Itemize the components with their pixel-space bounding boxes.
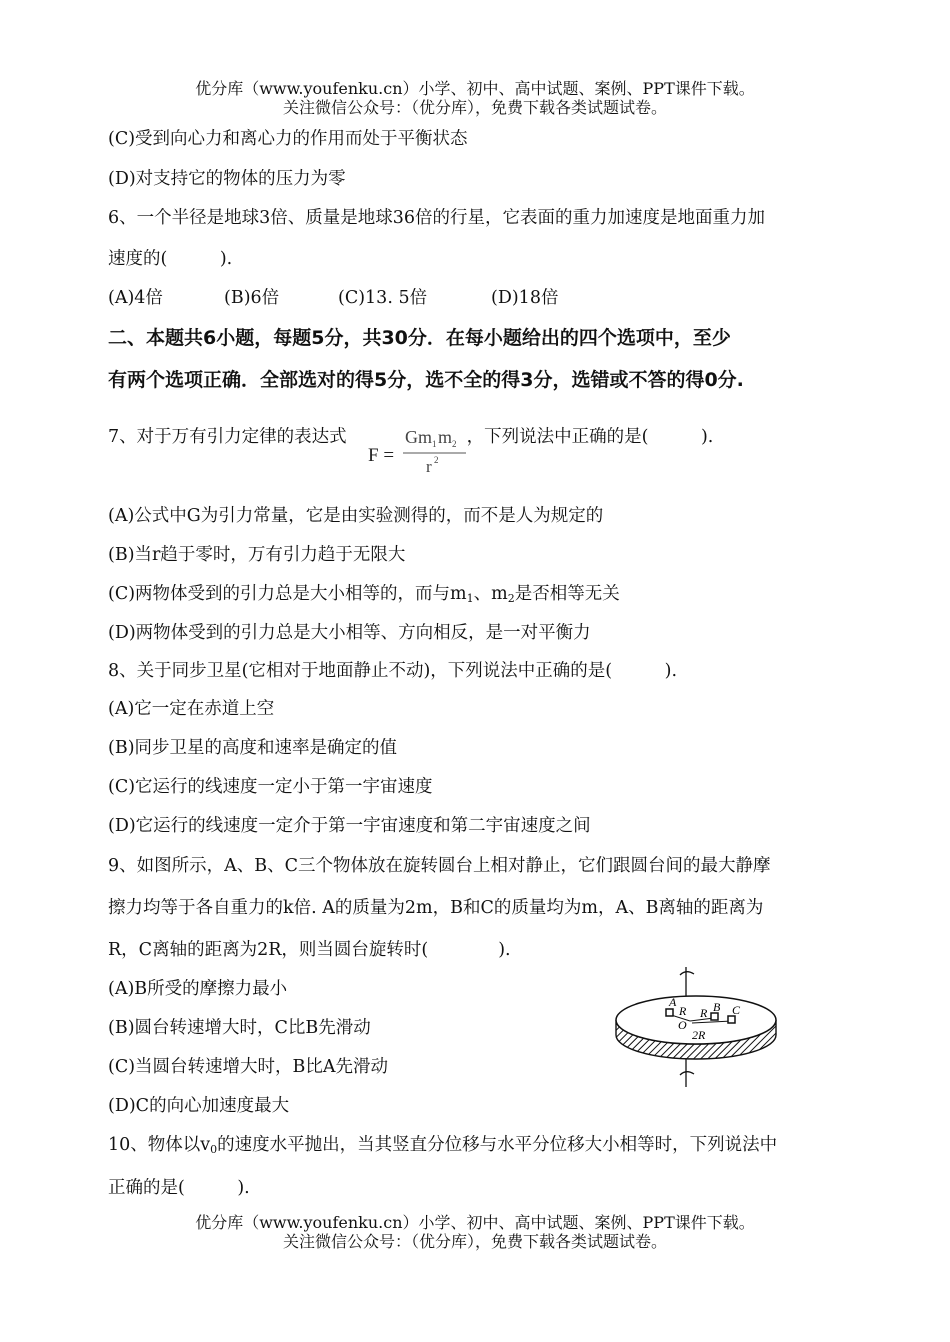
formula-den-r: r [426, 457, 432, 476]
q7-option-c-post: 是否相等无关 [514, 584, 620, 604]
q7-option-c-sub2: 2 [507, 592, 515, 605]
q9-option-a: (A)B所受的摩擦力最小 [108, 979, 288, 999]
q8-option-a: (A)它一定在赤道上空 [108, 699, 275, 719]
formula-num-m: m [438, 427, 453, 447]
label-r-b: R [700, 1006, 708, 1020]
q7-option-c-sub1: 1 [466, 592, 474, 605]
gravitation-formula [368, 423, 478, 479]
section-2-heading-1: 二、本题共6小题，每题5分，共30分．在每小题给出的四个选项中，至少 [108, 327, 731, 349]
q10-stem-1 [108, 1134, 777, 1161]
q8-stem: 8、关于同步卫星(它相对于地面静止不动)，下列说法中正确的是( ). [108, 661, 678, 681]
q6-option-b: (B)6倍 [224, 288, 280, 308]
q5-option-d: (D)对支持它的物体的压力为零 [108, 169, 346, 189]
q8-option-c: (C)它运行的线速度一定小于第一宇宙速度 [108, 777, 433, 797]
rotation-arrow-top [680, 972, 694, 975]
q9-stem-1: 9、如图所示，A、B、C三个物体放在旋转圆台上相对静止，它们跟圆台间的最大静摩 [108, 856, 771, 876]
q7-stem-pre: 7、对于万有引力定律的表达式 [108, 427, 347, 447]
footer-line-2: 关注微信公众号：（优分库），免费下载各类试题试卷。 [282, 1232, 667, 1251]
formula-num-sub1: 1 [432, 439, 437, 449]
q8-option-d: (D)它运行的线速度一定介于第一宇宙速度和第二宇宙速度之间 [108, 816, 591, 836]
formula-num-gm: Gm [405, 427, 432, 447]
q8-option-b: (B)同步卫星的高度和速率是确定的值 [108, 738, 398, 758]
q9-option-d: (D)C的向心加速度最大 [108, 1096, 290, 1116]
label-2r: 2R [692, 1028, 706, 1042]
q9-stem-2: 擦力均等于各自重力的k倍. A的质量为2m，B和C的质量均为m，A、B离轴的距离为 [108, 898, 764, 918]
label-o: O [678, 1018, 687, 1032]
q6-option-d: (D)18倍 [491, 288, 559, 308]
q5-option-c: (C)受到向心力和离心力的作用而处于平衡状态 [108, 129, 468, 149]
page-footer [0, 1213, 950, 1251]
q7-option-a: (A)公式中G为引力常量，它是由实验测得的，而不是人为规定的 [108, 506, 604, 526]
q6-option-a: (A)4倍 [108, 288, 163, 308]
q6-option-c: (C)13. 5倍 [338, 288, 428, 308]
q7-option-c-mid: 、m [473, 584, 508, 604]
q6-stem-2: 速度的( ). [108, 249, 233, 269]
block-a [666, 1009, 673, 1016]
q10-stem-1-pre: 10、物体以v [108, 1135, 211, 1155]
header-line-1: 优分库（www.youfenku.cn）小学、初中、高中试题、案例、PPT课件下载。 [195, 79, 755, 98]
header-line-2: 关注微信公众号：（优分库），免费下载各类试题试卷。 [282, 98, 667, 117]
q9-option-c: (C)当圆台转速增大时，B比A先滑动 [108, 1057, 389, 1077]
q6-options [108, 287, 558, 309]
section-2-heading-2: 有两个选项正确．全部选对的得5分，选不全的得3分，选错或不答的得0分. [108, 369, 744, 391]
rotating-table-figure [610, 965, 782, 1090]
footer-line-1: 优分库（www.youfenku.cn）小学、初中、高中试题、案例、PPT课件下载。 [195, 1213, 755, 1232]
rotation-arrow-bottom [680, 1072, 694, 1075]
label-c: C [732, 1003, 741, 1017]
q9-stem-3: R，C离轴的距离为2R，则当圆台旋转时( ). [108, 940, 511, 960]
formula-lhs: F = [368, 445, 395, 466]
label-a: A [669, 995, 677, 1009]
label-r-a: R [679, 1004, 687, 1018]
formula-den-sup: 2 [434, 455, 439, 465]
q7-option-c-pre: (C)两物体受到的引力总是大小相等的，而与m [108, 584, 467, 604]
q10-stem-2: 正确的是( ). [108, 1178, 250, 1198]
block-b [711, 1013, 718, 1020]
page-header [0, 79, 950, 117]
q7-option-d: (D)两物体受到的引力总是大小相等、方向相反，是一对平衡力 [108, 623, 591, 643]
label-b: B [713, 1000, 721, 1014]
q7-option-c [108, 583, 620, 610]
formula-num-sub2: 2 [452, 439, 457, 449]
q7-option-b: (B)当r趋于零时，万有引力趋于无限大 [108, 545, 406, 565]
block-c [728, 1016, 735, 1023]
q10-stem-1-post: 的速度水平抛出，当其竖直分位移与水平分位移大小相等时，下列说法中 [217, 1135, 778, 1155]
q10-stem-1-sub: 0 [210, 1143, 218, 1156]
q6-stem-1: 6、一个半径是地球3倍、质量是地球36倍的行星，它表面的重力加速度是地面重力加 [108, 208, 766, 228]
q9-option-b: (B)圆台转速增大时，C比B先滑动 [108, 1018, 371, 1038]
q7-stem-post: ，下列说法中正确的是( ). [466, 427, 714, 447]
